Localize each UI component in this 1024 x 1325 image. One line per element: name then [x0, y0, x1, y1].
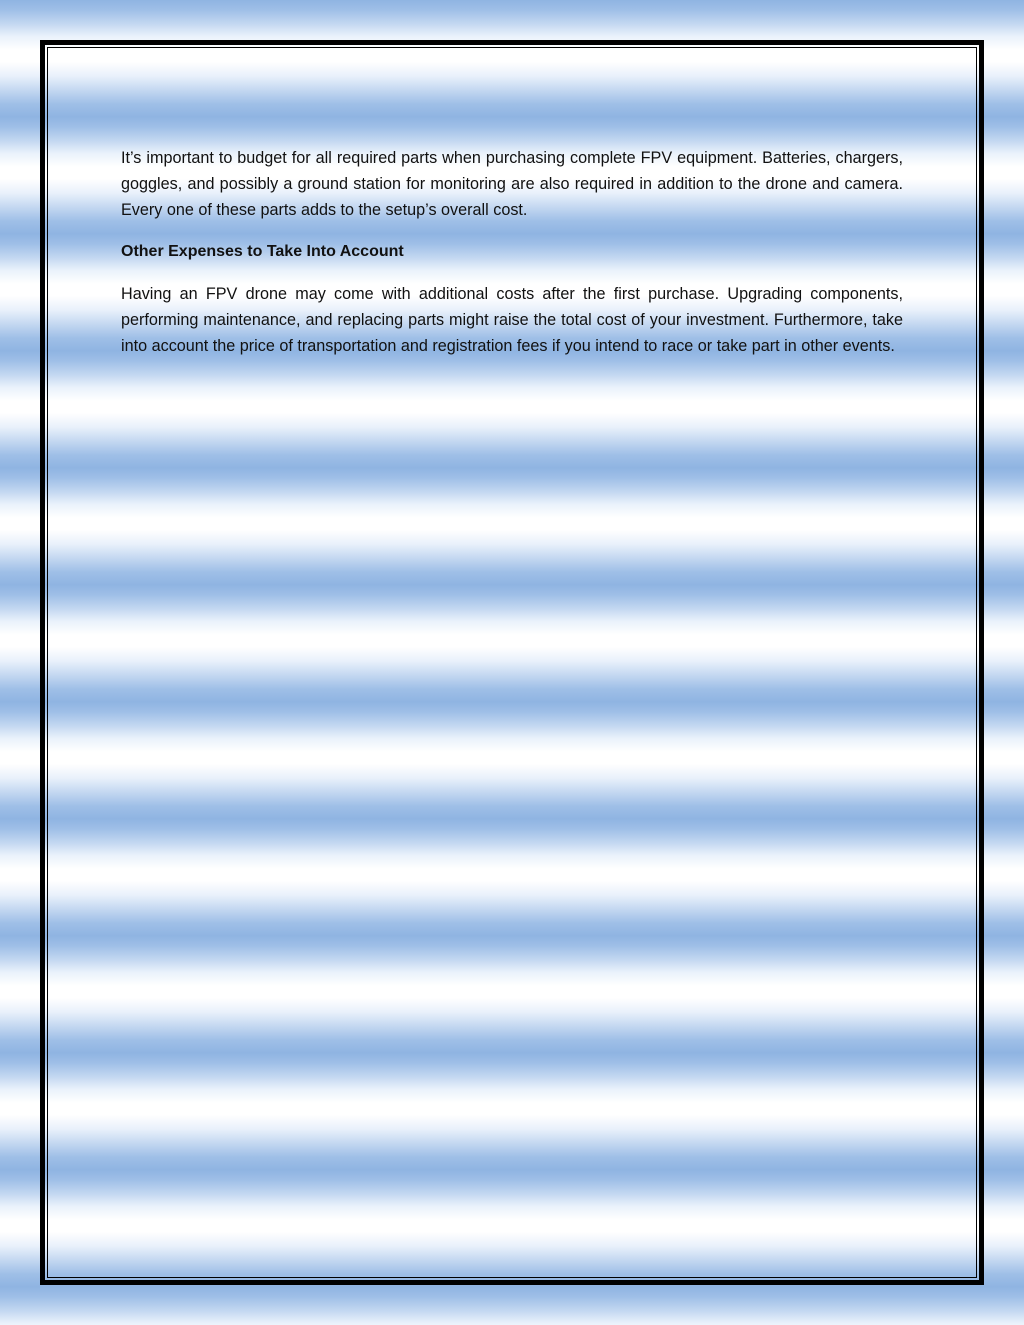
- expenses-paragraph: Having an FPV drone may come with additional costs after the first purchase. Upgrading components, performing maintenance, and replacing parts might raise the total cost of your investment. Furthermore, take into account the price of transportation and registration fees if you intend to race or take part in other events.: [121, 285, 903, 355]
- section-heading: Other Expenses to Take Into Account: [121, 243, 404, 260]
- document-body: [121, 145, 903, 359]
- intro-paragraph: It’s important to budget for all required parts when purchasing complete FPV equipment. Batteries, chargers, goggles, and possibly a ground station for monitoring are also required in addition to the drone and camera. Every one of these parts adds to the setup’s overall cost.: [121, 149, 903, 219]
